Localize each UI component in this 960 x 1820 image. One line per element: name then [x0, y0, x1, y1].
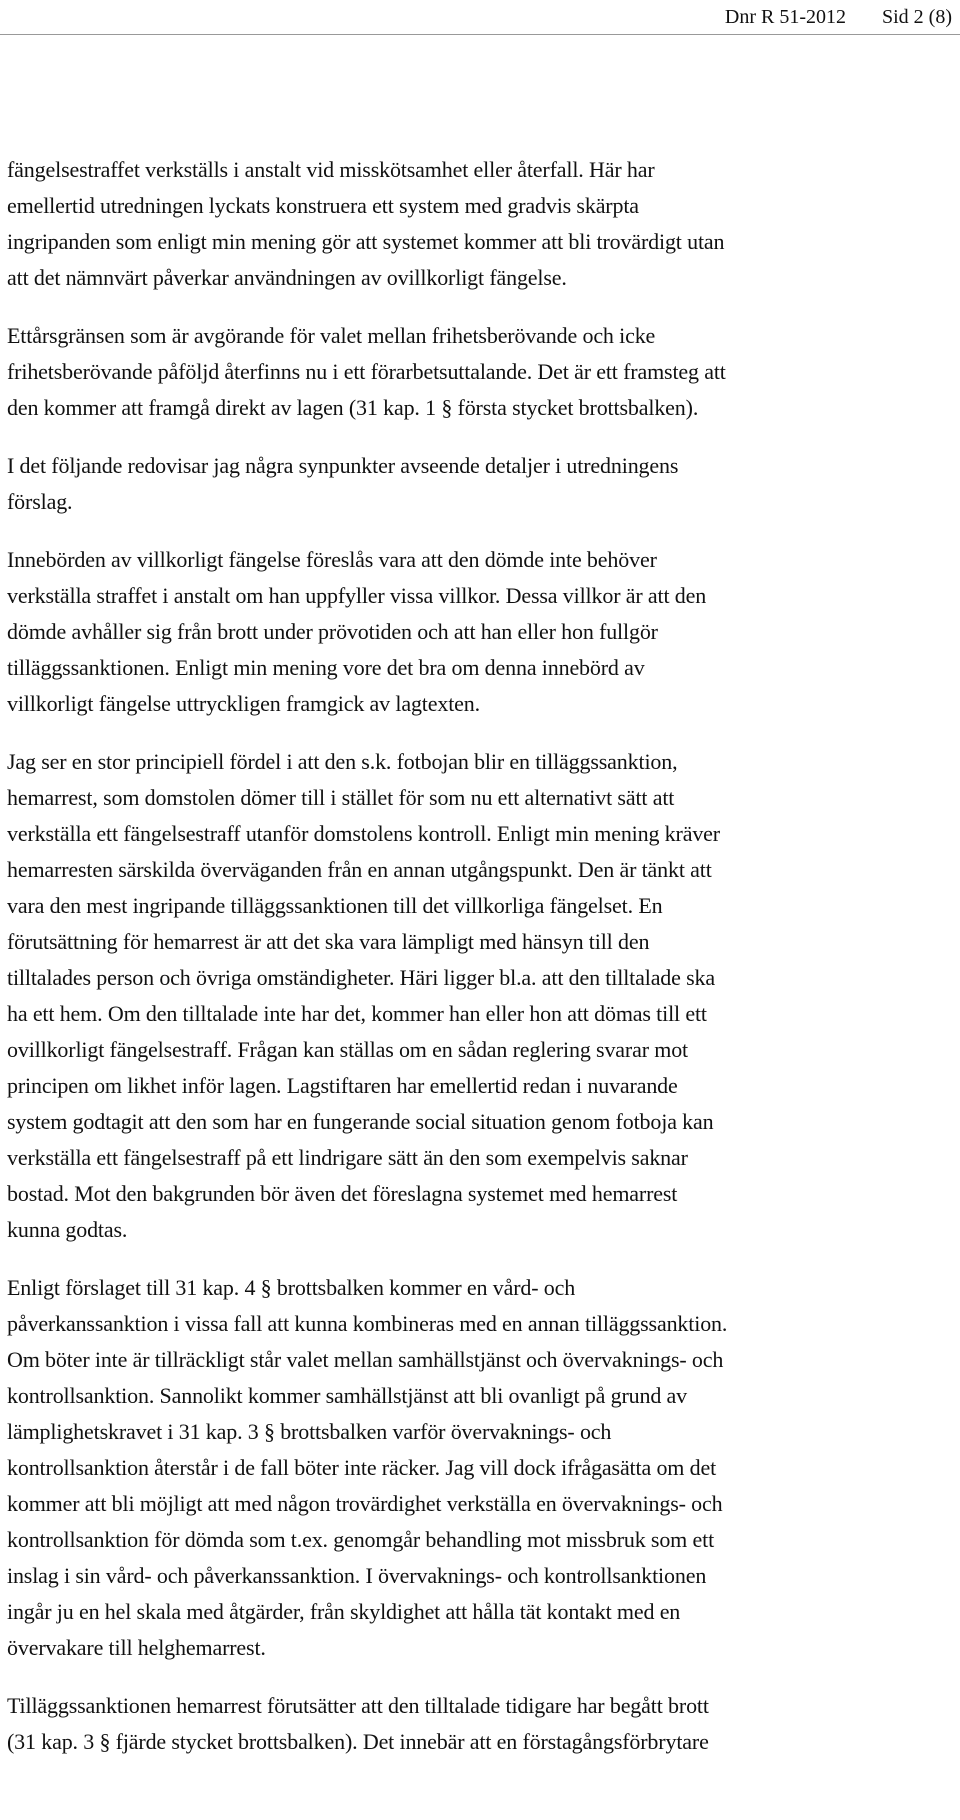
- text-line: (31 kap. 3 § fjärde stycket brottsbalken). Det innebär att en förstagångsförbrytare: [7, 1729, 709, 1754]
- text-line: verkställa straffet i anstalt om han uppfyller vissa villkor. Dessa villkor är att den: [7, 583, 707, 608]
- text-line: ingår ju en hel skala med åtgärder, från skyldighet att hålla tät kontakt med en: [7, 1599, 681, 1624]
- body-paragraph: [7, 318, 955, 426]
- text-line: Tilläggssanktionen hemarrest förutsätter att den tilltalade tidigare har begått brott: [7, 1693, 709, 1718]
- text-line: Innebörden av villkorligt fängelse föreslås vara att den dömde inte behöver: [7, 547, 657, 572]
- text-line: kontrollsanktion återstår i de fall böter inte räcker. Jag vill dock ifrågasätta om det: [7, 1455, 717, 1480]
- text-line: den kommer att framgå direkt av lagen (31 kap. 1 § första stycket brottsbalken).: [7, 395, 699, 420]
- text-line: ovillkorligt fängelsestraff. Frågan kan ställas om en sådan reglering svarar mot: [7, 1037, 689, 1062]
- text-line: ha ett hem. Om den tilltalade inte har det, kommer han eller hon att dömas till ett: [7, 1001, 707, 1026]
- text-line: Enligt förslaget till 31 kap. 4 § brottsbalken kommer en vård- och: [7, 1275, 576, 1300]
- document-number: Dnr R 51-2012: [724, 6, 846, 28]
- text-line: principen om likhet inför lagen. Lagstiftaren har emellertid redan i nuvarande: [7, 1073, 678, 1098]
- text-line: kommer att bli möjligt att med någon trovärdighet verkställa en övervaknings- och: [7, 1491, 723, 1516]
- text-line: emellertid utredningen lyckats konstruera ett system med gradvis skärpta: [7, 193, 639, 218]
- text-line: hemarrest, som domstolen dömer till i stället för som nu ett alternativt sätt att: [7, 785, 675, 810]
- text-line: verkställa ett fängelsestraff på ett lindrigare sätt än den som exempelvis saknar: [7, 1145, 688, 1170]
- body-paragraph: [7, 1270, 955, 1666]
- text-line: system godtagit att den som har en fungerande social situation genom fotboja kan: [7, 1109, 714, 1134]
- text-line: frihetsberövande påföljd återfinns nu i ett förarbetsuttalande. Det är ett framsteg att: [7, 359, 726, 384]
- text-line: bostad. Mot den bakgrunden bör även det föreslagna systemet med hemarrest: [7, 1181, 678, 1206]
- document-body: [7, 152, 955, 1782]
- body-paragraph: [7, 744, 955, 1248]
- text-line: Om böter inte är tillräckligt står valet mellan samhällstjänst och övervaknings- och: [7, 1347, 724, 1372]
- text-line: ingripanden som enligt min mening gör att systemet kommer att bli trovärdigt utan: [7, 229, 725, 254]
- text-line: vara den mest ingripande tilläggssanktionen till det villkorliga fängelset. En: [7, 893, 663, 918]
- body-paragraph: [7, 448, 955, 520]
- body-paragraph: [7, 542, 955, 722]
- text-line: inslag i sin vård- och påverkanssanktion. I övervaknings- och kontrollsanktionen: [7, 1563, 707, 1588]
- text-line: förslag.: [7, 489, 73, 514]
- text-line: fängelsestraffet verkställs i anstalt vid misskötsamhet eller återfall. Här har: [7, 157, 655, 182]
- text-line: kontrollsanktion för dömda som t.ex. genomgår behandling mot missbruk som ett: [7, 1527, 715, 1552]
- text-line: dömde avhåller sig från brott under prövotiden och att han eller hon fullgör: [7, 619, 658, 644]
- header-divider: [0, 34, 960, 35]
- text-line: tilltalades person och övriga omständigheter. Häri ligger bl.a. att den tilltalade ska: [7, 965, 715, 990]
- page-number: Sid 2 (8): [882, 6, 952, 28]
- text-line: att det nämnvärt påverkar användningen av ovillkorligt fängelse.: [7, 265, 567, 290]
- text-line: Ettårsgränsen som är avgörande för valet mellan frihetsberövande och icke: [7, 323, 656, 348]
- text-line: I det följande redovisar jag några synpunkter avseende detaljer i utredningens: [7, 453, 679, 478]
- text-line: verkställa ett fängelsestraff utanför domstolens kontroll. Enligt min mening kräver: [7, 821, 720, 846]
- text-line: tilläggssanktionen. Enligt min mening vore det bra om denna innebörd av: [7, 655, 645, 680]
- text-line: påverkanssanktion i vissa fall att kunna kombineras med en annan tilläggssanktion.: [7, 1311, 728, 1336]
- text-line: villkorligt fängelse uttryckligen framgick av lagtexten.: [7, 691, 481, 716]
- body-paragraph: [7, 152, 955, 296]
- text-line: lämplighetskravet i 31 kap. 3 § brottsbalken varför övervaknings- och: [7, 1419, 612, 1444]
- page-header: [725, 0, 952, 34]
- text-line: kontrollsanktion. Sannolikt kommer samhällstjänst att bli ovanligt på grund av: [7, 1383, 687, 1408]
- text-line: förutsättning för hemarrest är att det ska vara lämpligt med hänsyn till den: [7, 929, 650, 954]
- text-line: övervakare till helghemarrest.: [7, 1635, 266, 1660]
- text-line: kunna godtas.: [7, 1217, 128, 1242]
- text-line: hemarresten särskilda överväganden från en annan utgångspunkt. Den är tänkt att: [7, 857, 712, 882]
- body-paragraph: [7, 1688, 955, 1760]
- text-line: Jag ser en stor principiell fördel i att den s.k. fotbojan blir en tilläggssanktion,: [7, 749, 678, 774]
